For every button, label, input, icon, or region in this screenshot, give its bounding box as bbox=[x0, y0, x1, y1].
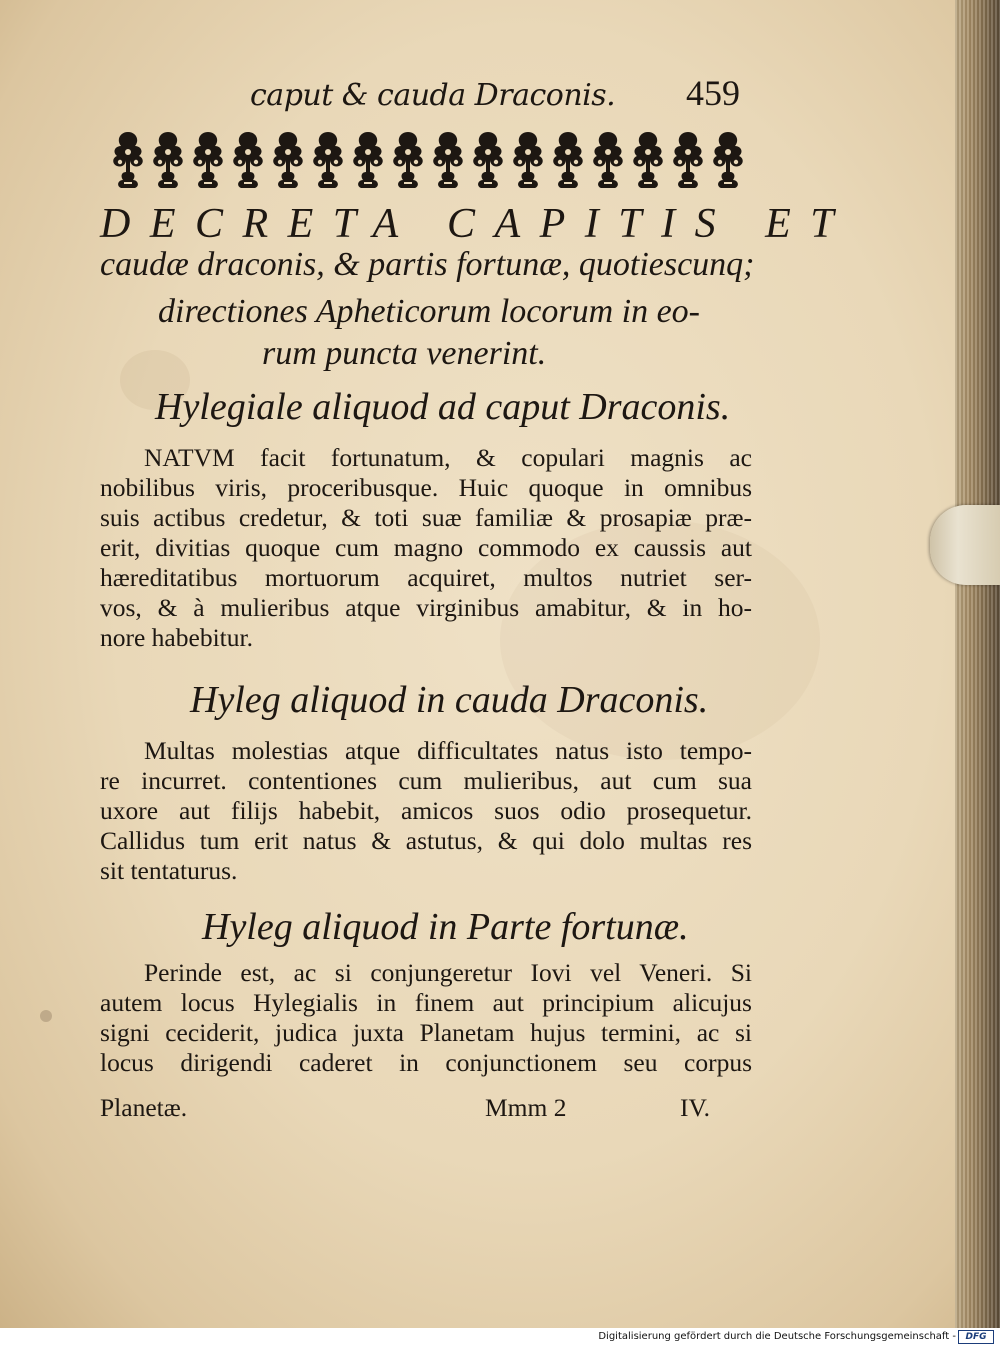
text-line: vos, & à mulieribus atque virginibus amabitur, & in ho- bbox=[100, 593, 752, 622]
text-line: Perinde est, ac si conjungeretur Iovi vel Veneri. Si bbox=[144, 958, 752, 987]
chapter-title-line: DECRETA CAPITIS ET bbox=[100, 201, 854, 247]
section-heading: Hylegiale aliquod ad caput Draconis. bbox=[155, 386, 731, 428]
text-line: NATVM facit fortunatum, & copulari magnis ac bbox=[144, 443, 752, 472]
funding-credit: Digitalisierung gefördert durch die Deutsche Forschungsgemeinschaft - bbox=[598, 1331, 956, 1342]
last-text-word: Planetæ. bbox=[100, 1093, 188, 1122]
running-head-title: caput & cauda Draconis. bbox=[250, 78, 616, 113]
text-line: sit tentaturus. bbox=[100, 856, 238, 885]
text-line: hæreditatibus mortuorum acquiret, multos nutriet ser- bbox=[100, 563, 752, 592]
ink-dot bbox=[40, 1010, 52, 1022]
signature-line bbox=[100, 1093, 752, 1125]
chapter-title-line: caudæ draconis, & partis fortunæ, quotiescunq; bbox=[100, 246, 755, 283]
text-line: nore habebitur. bbox=[100, 623, 253, 652]
section-paragraph bbox=[100, 443, 752, 653]
text-line: re incurret. contentiones cum mulieribus, aut cum sua bbox=[100, 766, 752, 795]
text-line: uxore aut filijs habebit, amicos suos odio prosequetur. bbox=[100, 796, 752, 825]
book-fore-edge bbox=[955, 0, 1000, 1328]
signature-mark: Mmm 2 bbox=[485, 1093, 567, 1122]
chapter-title-line: rum puncta venerint. bbox=[262, 335, 547, 372]
page-number: 459 bbox=[686, 73, 740, 113]
text-line: suis actibus credetur, & toti suæ familiæ & prosapiæ præ- bbox=[100, 503, 752, 532]
page-clip bbox=[930, 505, 1000, 585]
text-line: Multas molestias atque difficultates natus isto tempo- bbox=[144, 736, 752, 765]
section-heading: Hyleg aliquod in Parte fortunæ. bbox=[202, 906, 689, 948]
section-paragraph bbox=[100, 736, 752, 886]
section-paragraph bbox=[100, 958, 752, 1078]
dfg-logo-icon: DFG bbox=[958, 1330, 994, 1344]
catchword: IV. bbox=[680, 1093, 710, 1122]
text-line: locus dirigendi caderet in conjunctionem seu corpus bbox=[100, 1048, 752, 1077]
fleuron-border-icon bbox=[108, 128, 748, 190]
text-line: nobilibus viris, proceribusque. Huic quoque in omnibus bbox=[100, 473, 752, 502]
text-line: autem locus Hylegialis in finem aut principium alicujus bbox=[100, 988, 752, 1017]
text-line: erit, divitias quoque cum magno commodo ex caussis aut bbox=[100, 533, 752, 562]
section-heading: Hyleg aliquod in cauda Draconis. bbox=[190, 679, 709, 721]
chapter-title-line: directiones Apheticorum locorum in eo- bbox=[158, 293, 701, 330]
text-line: Callidus tum erit natus & astutus, & qui dolo multas res bbox=[100, 826, 752, 855]
text-line: signi ceciderit, judica juxta Planetam hujus termini, ac si bbox=[100, 1018, 752, 1047]
